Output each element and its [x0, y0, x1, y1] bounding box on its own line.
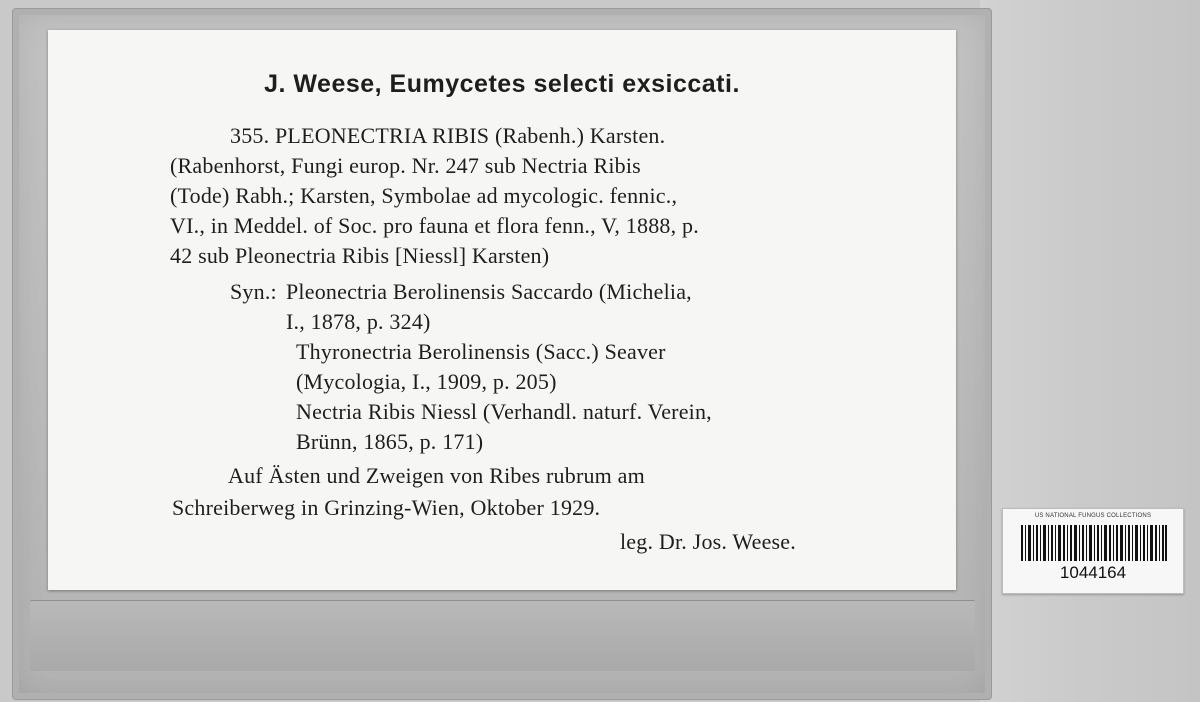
synonym-label: Syn.:	[230, 279, 277, 304]
label-line-species: 355. PLEONECTRIA RIBIS (Rabenh.) Karsten.	[230, 123, 666, 148]
synonym-1-ref: I., 1878, p. 324)	[286, 309, 431, 334]
synonym-2-ref: (Mycologia, I., 1909, p. 205)	[296, 369, 557, 394]
label-line-2-text: (Rabenhorst, Fungi europ. Nr. 247 sub Nectria Ribis	[170, 153, 641, 178]
synonym-1: Pleonectria Berolinensis Saccardo (Michelia,	[286, 279, 692, 304]
label-line-4: VI., in Meddel. of Soc. pro fauna et flora fenn., V, 1888, p.	[170, 213, 699, 238]
label-title: J. Weese, Eumycetes selecti exsiccati.	[264, 70, 740, 98]
barcode-label	[1002, 508, 1184, 594]
label-line-2	[170, 152, 852, 180]
synonym-2: Thyronectria Berolinensis (Sacc.) Seaver	[296, 339, 666, 364]
label-line-3: (Tode) Rabh.; Karsten, Symbolae ad mycologic. fennic.,	[170, 183, 678, 208]
specimen-label	[48, 30, 956, 590]
label-line-5: 42 sub Pleonectria Ribis [Niessl] Karsten)	[170, 243, 550, 268]
background	[980, 0, 1200, 702]
collector-line: leg. Dr. Jos. Weese.	[620, 529, 796, 554]
barcode-icon	[1021, 525, 1167, 561]
habitat-line-2: Schreiberweg in Grinzing-Wien, Oktober 1929.	[172, 495, 601, 520]
packet-fold	[30, 600, 975, 671]
synonym-3: Nectria Ribis Niessl (Verhandl. naturf. Verein,	[296, 399, 712, 424]
catalog-number: 1044164	[1059, 563, 1127, 582]
barcode-header: US NATIONAL FUNGUS COLLECTIONS	[1034, 513, 1152, 519]
habitat-line-1: Auf Ästen und Zweigen von Ribes rubrum am	[228, 463, 645, 488]
synonym-3-ref: Brünn, 1865, p. 171)	[296, 429, 484, 454]
